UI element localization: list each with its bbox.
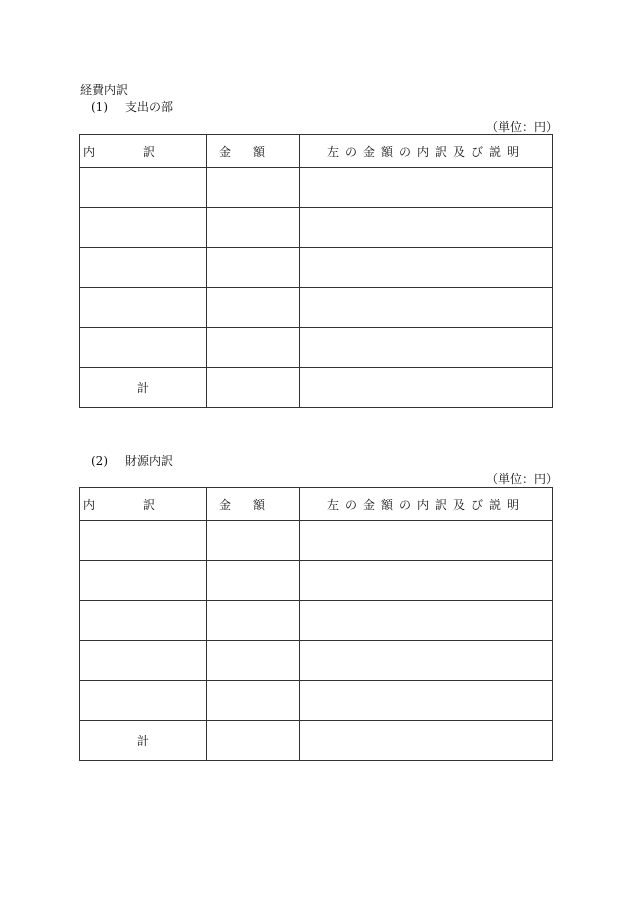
header-amount: 金額 bbox=[207, 488, 300, 521]
header-explanation: 左の金額の内訳及び説明 bbox=[300, 135, 553, 168]
explanation-cell[interactable] bbox=[300, 288, 553, 328]
section-label: 財源内訳 bbox=[125, 454, 174, 468]
breakdown-cell[interactable] bbox=[80, 601, 207, 641]
table-row bbox=[80, 248, 553, 288]
explanation-cell[interactable] bbox=[300, 601, 553, 641]
amount-cell[interactable] bbox=[207, 248, 300, 288]
amount-cell[interactable] bbox=[207, 561, 300, 601]
breakdown-cell[interactable] bbox=[80, 328, 207, 368]
total-amount-cell[interactable] bbox=[207, 721, 300, 761]
table-row bbox=[80, 208, 553, 248]
total-row bbox=[80, 721, 553, 761]
table-row bbox=[80, 601, 553, 641]
amount-cell[interactable] bbox=[207, 288, 300, 328]
total-amount-cell[interactable] bbox=[207, 368, 300, 408]
table-header-row bbox=[80, 488, 553, 521]
explanation-cell[interactable] bbox=[300, 561, 553, 601]
header-breakdown: 内訳 bbox=[80, 135, 207, 168]
table-header-row bbox=[80, 135, 553, 168]
breakdown-cell[interactable] bbox=[80, 168, 207, 208]
explanation-cell[interactable] bbox=[300, 248, 553, 288]
total-label: 計 bbox=[80, 721, 207, 761]
header-amount: 金額 bbox=[207, 135, 300, 168]
breakdown-cell[interactable] bbox=[80, 208, 207, 248]
breakdown-cell[interactable] bbox=[80, 521, 207, 561]
amount-cell[interactable] bbox=[207, 208, 300, 248]
breakdown-cell[interactable] bbox=[80, 288, 207, 328]
total-label: 計 bbox=[80, 368, 207, 408]
table-row bbox=[80, 681, 553, 721]
header-explanation: 左の金額の内訳及び説明 bbox=[300, 488, 553, 521]
section-number: (2) bbox=[91, 454, 108, 468]
breakdown-cell[interactable] bbox=[80, 641, 207, 681]
breakdown-cell[interactable] bbox=[80, 681, 207, 721]
funding-table bbox=[79, 487, 553, 761]
amount-cell[interactable] bbox=[207, 168, 300, 208]
table-row bbox=[80, 521, 553, 561]
table-row bbox=[80, 641, 553, 681]
section-label: 支出の部 bbox=[125, 100, 174, 114]
table-row bbox=[80, 288, 553, 328]
unit-label: （単位：円） bbox=[486, 120, 559, 134]
explanation-cell[interactable] bbox=[300, 328, 553, 368]
explanation-cell[interactable] bbox=[300, 208, 553, 248]
breakdown-cell[interactable] bbox=[80, 248, 207, 288]
section-heading-expenditure bbox=[91, 98, 173, 115]
explanation-cell[interactable] bbox=[300, 521, 553, 561]
table-row bbox=[80, 328, 553, 368]
amount-cell[interactable] bbox=[207, 601, 300, 641]
total-row bbox=[80, 368, 553, 408]
section-number: (1) bbox=[91, 100, 108, 114]
amount-cell[interactable] bbox=[207, 521, 300, 561]
total-explanation-cell[interactable] bbox=[300, 368, 553, 408]
amount-cell[interactable] bbox=[207, 641, 300, 681]
explanation-cell[interactable] bbox=[300, 681, 553, 721]
total-explanation-cell[interactable] bbox=[300, 721, 553, 761]
explanation-cell[interactable] bbox=[300, 641, 553, 681]
amount-cell[interactable] bbox=[207, 328, 300, 368]
table-row bbox=[80, 168, 553, 208]
page-title: 経費内訳 bbox=[80, 83, 129, 97]
expenditure-table bbox=[79, 134, 553, 408]
unit-label: （単位：円） bbox=[486, 472, 559, 486]
table-row bbox=[80, 561, 553, 601]
header-breakdown: 内訳 bbox=[80, 488, 207, 521]
amount-cell[interactable] bbox=[207, 681, 300, 721]
breakdown-cell[interactable] bbox=[80, 561, 207, 601]
explanation-cell[interactable] bbox=[300, 168, 553, 208]
section-heading-funding bbox=[91, 452, 173, 469]
